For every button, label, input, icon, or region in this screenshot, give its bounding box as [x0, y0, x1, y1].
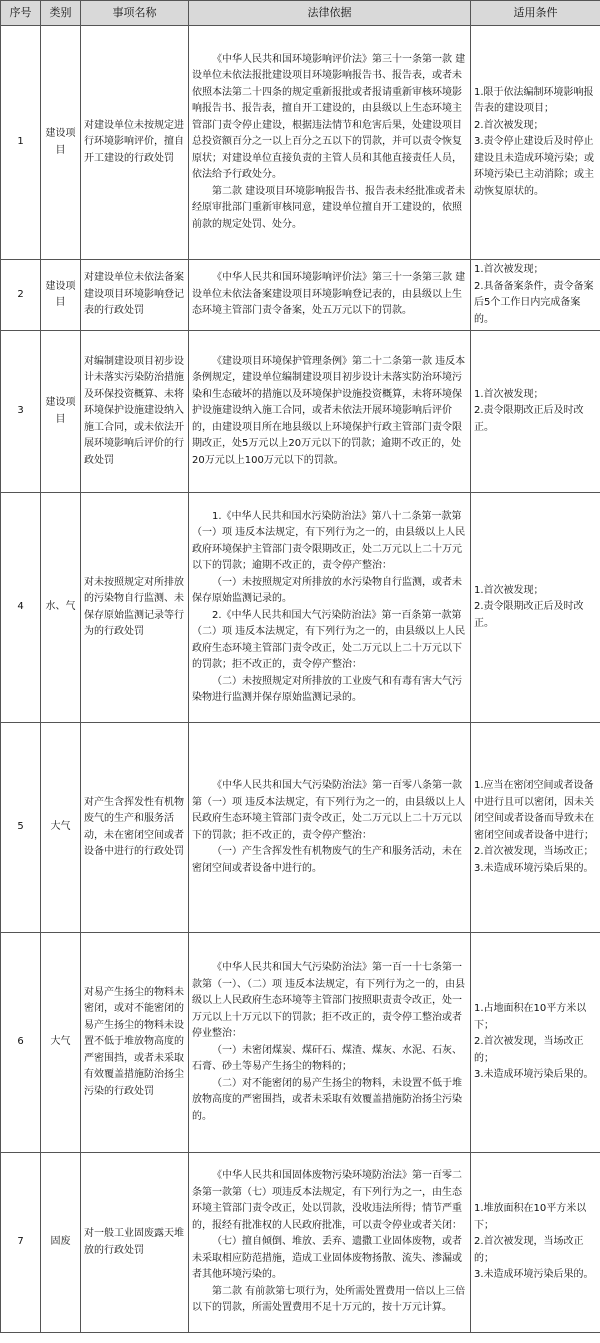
row-category: 建设项目 — [41, 331, 81, 493]
row-number: 1 — [1, 26, 41, 260]
table-row — [1, 260, 600, 331]
condition-item: 3.责令停止建设后及时停止建设且未造成环境污染；或环境污染已主动消除；或主动恢复原状的。 — [474, 136, 594, 197]
row-number: 2 — [1, 260, 41, 331]
basis-paragraph: 《中华人民共和国环境影响评价法》第三十一条第一款 建设单位未依法报批建设项目环境影响报告书、报告表，或者未依照本法第二十四条的规定重新报批或者报请重新审核环境影响报告书、报告表，擅自开工建设的，由县级以上生态环境主管部门责令停止建设，根据违法情节和危害后果，处建设项目总投资额百分之一以上百分之五以下的罚款，并可以责令恢复原状；对建设单位直接负责的主管人员和其他直接责任人员，依法给予行政处分。 — [192, 53, 466, 181]
basis-paragraph: 第二款 有前款第七项行为，处所需处置费用一倍以上三倍以下的罚款，所需处置费用不足十万元的，按十万元计算。 — [192, 1285, 466, 1314]
row-category: 建设项目 — [41, 260, 81, 331]
basis-paragraph: （一）产生含挥发性有机物废气的生产和服务活动，未在密闭空间或者设备中进行的。 — [192, 846, 462, 874]
condition-item: 1.首次被发现； — [474, 264, 544, 275]
row-legal-basis — [189, 723, 471, 933]
header-row — [1, 1, 600, 26]
header-conditions: 适用条件 — [471, 1, 600, 26]
condition-item: 1.首次被发现； — [474, 388, 544, 400]
header-no: 序号 — [1, 1, 41, 26]
basis-paragraph: （二）对不能密闭的易产生扬尘的物料，未设置不低于堆放物高度的严密围挡，或者未采取有效覆盖措施防治扬尘污染的。 — [192, 1077, 462, 1122]
basis-paragraph: 《建设项目环境保护管理条例》第二十二条第一款 违反本条例规定，建设单位编制建设项目初步设计未落实防治环境污染和生态破坏的措施以及环境保护设施投资概算，未将环境保护设施建设纳入施工合同，或者未依法开展环境影响后评价的，由建设项目所在地县级以上环境保护行政主管部门责令限期改正，处5万元以上20万元以下的罚款；逾期不改正的，处20万元以上100万元以下的罚款。 — [192, 355, 466, 466]
row-item-name: 对编制建设项目初步设计未落实污染防治措施及环保投资概算、未将环境保护设施建设纳入施工合同，或未依法开展环境影响后评价的行政处罚 — [81, 331, 189, 493]
basis-paragraph: 《中华人民共和国大气污染防治法》第一百一十七条第一款第（一）、（二）项 违反本法规定，有下列行为之一的，由县级以上人民政府生态环境等主管部门按照职责责令改正，处一万元以上十万元以下的罚款；拒不改正的，责令停工整治或者停业整治： — [192, 962, 466, 1039]
condition-item: 2.首次被发现，当场改正的； — [474, 1036, 584, 1064]
row-number: 5 — [1, 723, 41, 933]
condition-item: 2.具备备案条件，责令备案后5个工作日内完成备案的。 — [474, 280, 594, 325]
basis-paragraph: 1.《中华人民共和国水污染防治法》第八十二条第一款第（一）项 违反本法规定，有下列行为之一的，由县级以上人民政府环境保护主管部门责令限期改正，处二万元以上二十万元以下的罚款；逾期不改正的，责令停产整治： — [192, 510, 466, 571]
condition-item: 1.首次被发现； — [474, 584, 544, 596]
basis-paragraph: （一）未按照规定对所排放的水污染物自行监测，或者未保存原始监测记录的。 — [192, 576, 462, 604]
row-conditions — [471, 723, 600, 933]
table-row — [1, 26, 600, 260]
table-row — [1, 331, 600, 493]
basis-paragraph: （七）擅自倾倒、堆放、丢弃、遗撒工业固体废物，或者未采取相应防范措施，造成工业固体废物扬散、流失、渗漏或者其他环境污染的。 — [192, 1236, 462, 1281]
row-number: 7 — [1, 1153, 41, 1333]
header-item-name: 事项名称 — [81, 1, 189, 26]
row-conditions — [471, 331, 600, 493]
header-category: 类别 — [41, 1, 81, 26]
table-row — [1, 493, 600, 723]
row-conditions — [471, 1153, 600, 1333]
row-category: 大气 — [41, 723, 81, 933]
condition-item: 3.未造成环境污染后果的。 — [474, 862, 594, 874]
row-item-name: 对建设单位未按规定进行环境影响评价，擅自开工建设的行政处罚 — [81, 26, 189, 260]
row-category: 大气 — [41, 933, 81, 1153]
row-conditions — [471, 933, 600, 1153]
basis-paragraph: 《中华人民共和国大气污染防治法》第一百零八条第一款第（一）项 违反本法规定，有下列行为之一的，由县级以上人民政府生态环境主管部门责令改正，处二万元以上二十万元以下的罚款；拒不改正的，责令停产整治： — [192, 780, 466, 841]
condition-item: 2.首次被发现，当场改正的； — [474, 1236, 584, 1264]
condition-item: 2.首次被发现； — [474, 119, 544, 131]
row-number: 6 — [1, 933, 41, 1153]
row-legal-basis — [189, 26, 471, 260]
condition-item: 1.应当在密闭空间或者设备中进行且可以密闭，因未关闭空间或者设备而导致未在密闭空间或者设备中进行； — [474, 780, 594, 841]
row-legal-basis — [189, 1153, 471, 1333]
condition-item: 1.限于依法编制环境影响报告表的建设项目； — [474, 86, 594, 115]
table-row — [1, 933, 600, 1153]
row-item-name: 对未按照规定对所排放的污染物自行监测、未保存原始监测记录等行为的行政处罚 — [81, 493, 189, 723]
row-number: 4 — [1, 493, 41, 723]
row-item-name: 对建设单位未依法备案建设项目环境影响登记表的行政处罚 — [81, 260, 189, 331]
row-conditions — [471, 260, 600, 331]
row-conditions — [471, 26, 600, 260]
basis-paragraph: （二）未按照规定对所排放的工业废气和有毒有害大气污染物进行监测并保存原始监测记录的。 — [192, 675, 462, 703]
table-row — [1, 723, 600, 933]
basis-paragraph: 2.《中华人民共和国大气污染防治法》第一百条第一款第（二）项 违反本法规定，有下列行为之一的，由县级以上人民政府生态环境主管部门责令改正，处二万元以上二十万元以下的罚款；拒不改正的，责令停产整治： — [192, 609, 466, 670]
basis-paragraph: 第二款 建设项目环境影响报告书、报告表未经批准或者未经原审批部门重新审核同意，建设单位擅自开工建设的，依照前款的规定处罚、处分。 — [192, 185, 466, 230]
basis-paragraph: 《中华人民共和国环境影响评价法》第三十一条第三款 建设单位未依法备案建设项目环境影响登记表的，由县级以上生态环境主管部门责令备案，处五万元以下的罚款。 — [192, 272, 466, 317]
row-legal-basis — [189, 260, 471, 331]
header-legal-basis: 法律依据 — [189, 1, 471, 26]
basis-paragraph: （一）未密闭煤炭、煤矸石、煤渣、煤灰、水泥、石灰、石膏、砂土等易产生扬尘的物料的； — [192, 1044, 462, 1072]
row-category: 水、气 — [41, 493, 81, 723]
row-legal-basis — [189, 331, 471, 493]
row-item-name: 对易产生扬尘的物料未密闭，或对不能密闭的易产生扬尘的物料未设置不低于堆放物高度的严密围挡，或者未采取有效覆盖措施防治扬尘污染的行政处罚 — [81, 933, 189, 1153]
table-row — [1, 1153, 600, 1333]
row-item-name: 对产生含挥发性有机物废气的生产和服务活动，未在密闭空间或者设备中进行的行政处罚 — [81, 723, 189, 933]
row-category: 建设项目 — [41, 26, 81, 260]
row-legal-basis — [189, 493, 471, 723]
row-conditions — [471, 493, 600, 723]
row-legal-basis — [189, 933, 471, 1153]
condition-item: 2.责令限期改正后及时改正。 — [474, 601, 584, 629]
row-category: 固废 — [41, 1153, 81, 1333]
condition-item: 2.责令限期改正后及时改正。 — [474, 405, 584, 433]
condition-item: 2.首次被发现，当场改正； — [474, 846, 594, 857]
condition-item: 3.未造成环境污染后果的。 — [474, 1069, 594, 1081]
condition-item: 3.未造成环境污染后果的。 — [474, 1269, 594, 1281]
condition-item: 1.堆放面积在10平方米以下； — [474, 1203, 587, 1231]
row-item-name: 对一般工业固废露天堆放的行政处罚 — [81, 1153, 189, 1333]
basis-paragraph: 《中华人民共和国固体废物污染环境防治法》第一百零二条第一款第（七）项违反本法规定，有下列行为之一，由生态环境主管部门责令改正，处以罚款，没收违法所得；情节严重的，报经有批准权的人民政府批准，可以责令停业或者关闭： — [192, 1170, 462, 1231]
row-number: 3 — [1, 331, 41, 493]
condition-item: 1.占地面积在10平方米以下； — [474, 1003, 587, 1031]
